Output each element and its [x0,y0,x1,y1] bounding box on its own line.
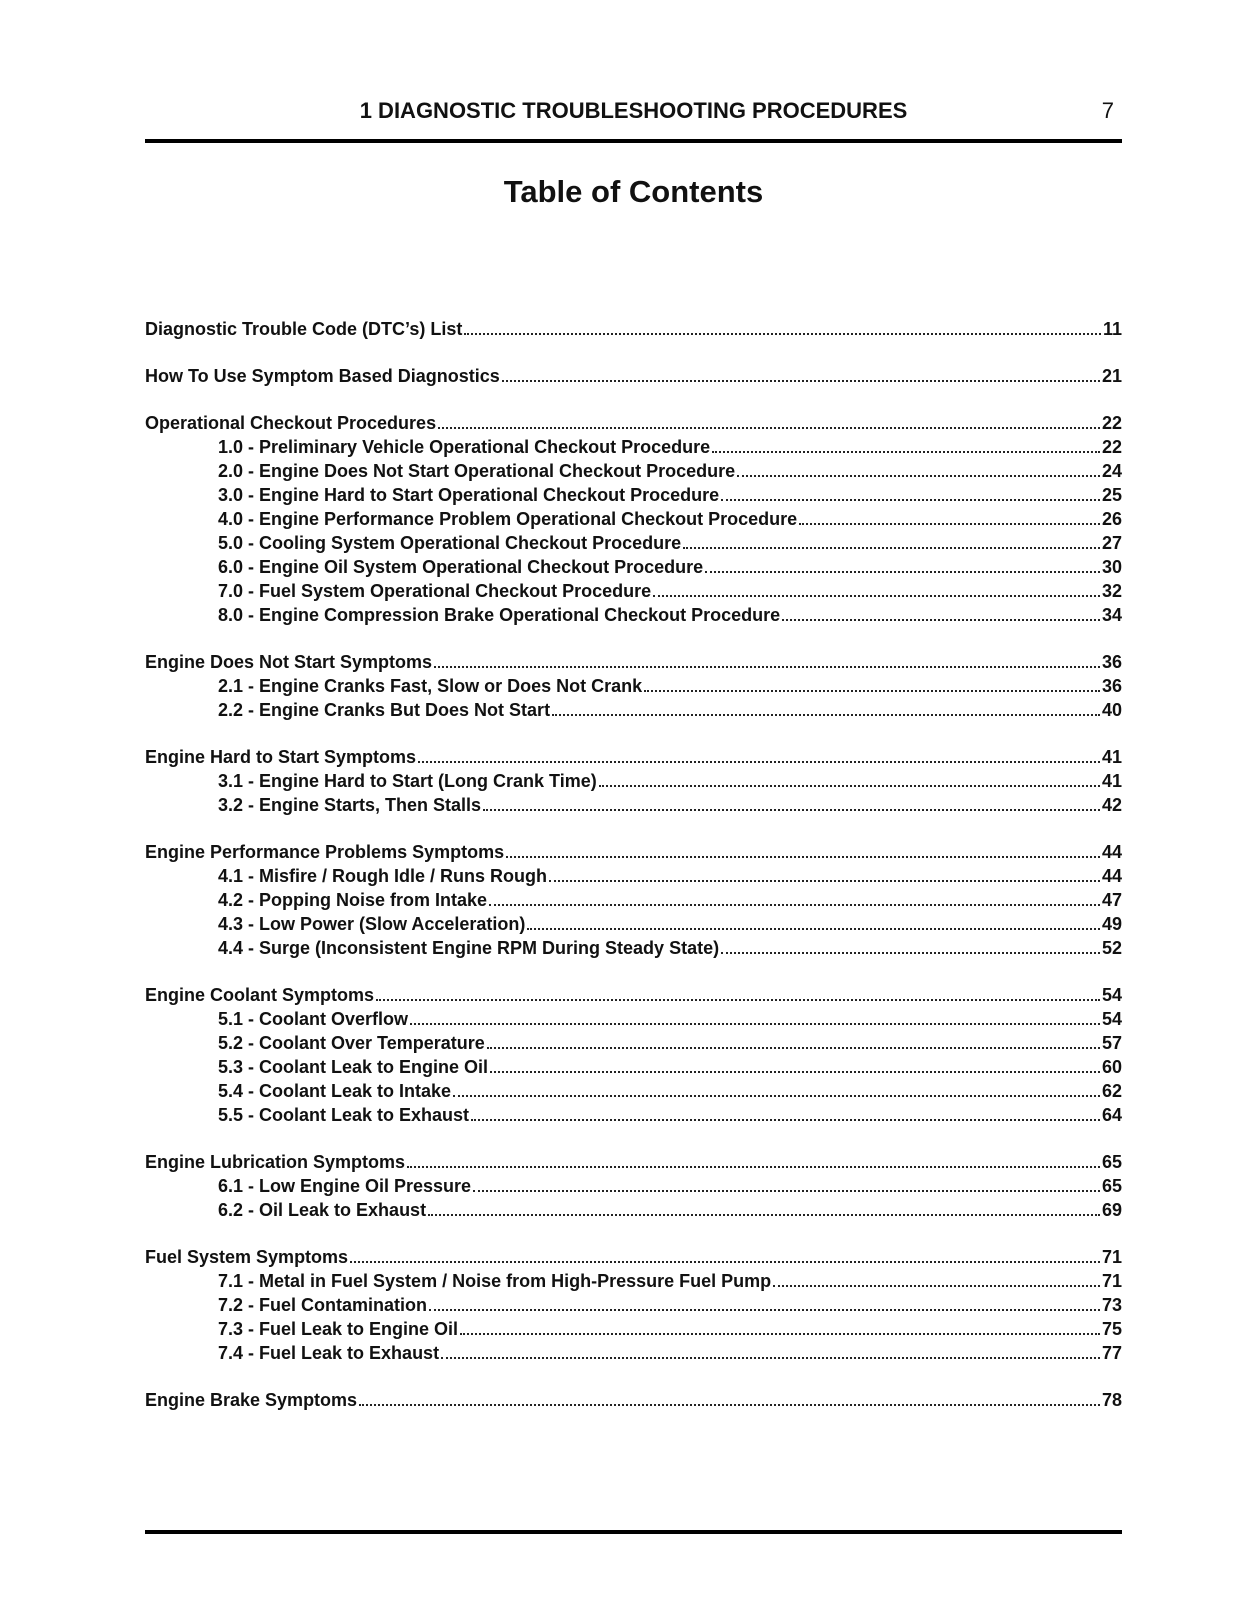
dot-leader [721,499,1100,501]
dot-leader [683,547,1100,549]
toc-subentry[interactable] [145,1269,1122,1293]
toc-entry-title: 2.2 - Engine Cranks But Does Not Start [218,700,551,720]
dot-leader [489,904,1100,906]
toc-entry-title: 2.1 - Engine Cranks Fast, Slow or Does Not Crank [218,676,643,696]
toc-subentry[interactable] [145,603,1122,627]
toc-entry-title: Engine Performance Problems Symptoms [145,842,505,862]
toc-subentry[interactable] [145,936,1122,960]
dot-leader [359,1404,1100,1406]
toc-subentry[interactable] [145,1317,1122,1341]
toc-entry-title: 7.1 - Metal in Fuel System / Noise from High-Pressure Fuel Pump [218,1271,772,1291]
dot-leader [407,1166,1100,1168]
toc-entry-title: 7.0 - Fuel System Operational Checkout Procedure [218,581,652,601]
dot-leader [527,928,1100,930]
toc-entry-page: 22 [1101,413,1122,433]
toc-entry-title: 8.0 - Engine Compression Brake Operational Checkout Procedure [218,605,781,625]
toc-entry-title: Operational Checkout Procedures [145,413,437,433]
toc-entry[interactable] [145,1150,1122,1174]
toc-entry-title: How To Use Symptom Based Diagnostics [145,366,500,386]
toc-entry-title: Engine Brake Symptoms [145,1390,358,1410]
toc-entry[interactable] [145,650,1122,674]
toc-entry-page: 49 [1101,914,1122,934]
dot-leader [644,690,1100,692]
toc-entry[interactable] [145,411,1122,435]
toc-subentry[interactable] [145,1293,1122,1317]
toc-subentry[interactable] [145,1198,1122,1222]
toc-title: Table of Contents [503,174,764,209]
toc-entry[interactable] [145,364,1122,388]
dot-leader [487,1047,1100,1049]
toc-entry-page: 34 [1101,605,1122,625]
dot-leader [460,1333,1100,1335]
toc-subentry[interactable] [145,1007,1122,1031]
toc-group [145,317,1122,341]
toc-subentry[interactable] [145,1079,1122,1103]
dot-leader [441,1357,1100,1359]
toc-entry-title: 5.3 - Coolant Leak to Engine Oil [218,1057,489,1077]
footer-rule [145,1530,1122,1534]
toc-subentry[interactable] [145,1055,1122,1079]
toc-subentry[interactable] [145,483,1122,507]
dot-leader [552,714,1100,716]
toc-entry-page: 54 [1101,1009,1122,1029]
dot-leader [737,475,1100,477]
toc-entry-page: 36 [1101,676,1122,696]
toc-group [145,650,1122,722]
dot-leader [453,1095,1100,1097]
toc-entry-page: 65 [1101,1152,1122,1172]
page-header [145,96,1122,126]
toc-entry-title: 6.0 - Engine Oil System Operational Checkout Procedure [218,557,704,577]
toc-group [145,364,1122,388]
toc-entry-title: 7.4 - Fuel Leak to Exhaust [218,1343,440,1363]
toc-subentry[interactable] [145,507,1122,531]
toc-entry-title: 7.2 - Fuel Contamination [218,1295,428,1315]
toc-entry-page: 75 [1101,1319,1122,1339]
toc-entry-title: 5.4 - Coolant Leak to Intake [218,1081,452,1101]
toc-entry-title: 6.1 - Low Engine Oil Pressure [218,1176,472,1196]
toc-entry-title: 3.2 - Engine Starts, Then Stalls [218,795,482,815]
toc-entry-page: 57 [1101,1033,1122,1053]
toc-entry-title: 4.0 - Engine Performance Problem Operational Checkout Procedure [218,509,798,529]
dot-leader [502,380,1100,382]
dot-leader [438,427,1100,429]
toc-entry[interactable] [145,317,1122,341]
toc-entry-page: 24 [1101,461,1122,481]
toc-entry-title: 5.2 - Coolant Over Temperature [218,1033,485,1053]
toc-entry-page: 47 [1101,890,1122,910]
toc-entry[interactable] [145,983,1122,1007]
toc-subentry[interactable] [145,579,1122,603]
toc-entry-title: Diagnostic Trouble Code (DTC’s) List [145,319,463,339]
toc-subentry[interactable] [145,555,1122,579]
dot-leader [410,1023,1100,1025]
toc-entry[interactable] [145,1388,1122,1412]
toc-group [145,411,1122,627]
dot-leader [712,451,1100,453]
toc-entry-page: 21 [1101,366,1122,386]
toc-subentry[interactable] [145,531,1122,555]
toc-entry-title: Engine Coolant Symptoms [145,985,375,1005]
dot-leader [376,999,1100,1001]
toc-entry-page: 11 [1102,319,1122,339]
toc-entry-page: 30 [1101,557,1122,577]
toc-entry-title: Engine Does Not Start Symptoms [145,652,433,672]
toc-entry-page: 62 [1101,1081,1122,1101]
toc-group [145,983,1122,1127]
toc-entry-title: 4.2 - Popping Noise from Intake [218,890,488,910]
toc-subentry[interactable] [145,459,1122,483]
toc-entry-title: 5.5 - Coolant Leak to Exhaust [218,1105,470,1125]
toc-group [145,1245,1122,1365]
toc-subentry[interactable] [145,793,1122,817]
toc-entry-page: 26 [1101,509,1122,529]
toc-entry[interactable] [145,1245,1122,1269]
toc-entry-page: 22 [1101,437,1122,457]
dot-leader [782,619,1100,621]
toc-entry-title: 3.0 - Engine Hard to Start Operational Checkout Procedure [218,485,720,505]
toc-entry[interactable] [145,745,1122,769]
dot-leader [506,856,1100,858]
dot-leader [473,1190,1100,1192]
dot-leader [434,666,1100,668]
dot-leader [490,1071,1100,1073]
toc-subentry[interactable] [145,1174,1122,1198]
toc-entry-title: Engine Lubrication Symptoms [145,1152,406,1172]
page-number: 7 [1101,98,1114,123]
toc-list [145,317,1122,1435]
toc-group [145,745,1122,817]
toc-entry-page: 71 [1101,1247,1122,1267]
toc-group [145,840,1122,960]
toc-group [145,1388,1122,1412]
toc-entry-page: 25 [1101,485,1122,505]
toc-entry-page: 40 [1101,700,1122,720]
toc-entry-page: 32 [1101,581,1122,601]
toc-group [145,1150,1122,1222]
dot-leader [721,952,1100,954]
toc-entry-title: 5.0 - Cooling System Operational Checkout Procedure [218,533,682,553]
toc-entry-title: Engine Hard to Start Symptoms [145,747,417,767]
dot-leader [418,761,1100,763]
toc-entry-page: 27 [1101,533,1122,553]
toc-entry-page: 36 [1101,652,1122,672]
dot-leader [471,1119,1100,1121]
toc-entry-page: 44 [1101,866,1122,886]
toc-entry-title: 1.0 - Preliminary Vehicle Operational Checkout Procedure [218,437,711,457]
dot-leader [799,523,1100,525]
dot-leader [350,1261,1100,1263]
dot-leader [464,333,1101,335]
toc-subentry[interactable] [145,769,1122,793]
toc-entry-page: 41 [1101,771,1122,791]
toc-subentry[interactable] [145,435,1122,459]
header-rule [145,139,1122,143]
toc-entry-title: 3.1 - Engine Hard to Start (Long Crank Time) [218,771,597,791]
dot-leader [429,1309,1100,1311]
toc-entry-title: 4.4 - Surge (Inconsistent Engine RPM During Steady State) [218,938,720,958]
dot-leader [653,595,1100,597]
toc-entry-page: 42 [1101,795,1122,815]
dot-leader [705,571,1100,573]
toc-subentry[interactable] [145,864,1122,888]
toc-entry-page: 41 [1101,747,1122,767]
toc-entry-page: 54 [1101,985,1122,1005]
toc-entry-title: 4.3 - Low Power (Slow Acceleration) [218,914,526,934]
toc-subentry[interactable] [145,674,1122,698]
dot-leader [599,785,1100,787]
toc-entry-page: 73 [1101,1295,1122,1315]
dot-leader [428,1214,1100,1216]
toc-entry-page: 78 [1101,1390,1122,1410]
dot-leader [773,1285,1100,1287]
toc-entry-page: 65 [1101,1176,1122,1196]
toc-subentry[interactable] [145,912,1122,936]
toc-entry-title: 2.0 - Engine Does Not Start Operational Checkout Procedure [218,461,736,481]
toc-entry-title: 4.1 - Misfire / Rough Idle / Runs Rough [218,866,548,886]
toc-subentry[interactable] [145,1341,1122,1365]
toc-entry-page: 77 [1101,1343,1122,1363]
toc-subentry[interactable] [145,1031,1122,1055]
toc-entry-title: 7.3 - Fuel Leak to Engine Oil [218,1319,459,1339]
toc-entry-title: 5.1 - Coolant Overflow [218,1009,409,1029]
toc-entry-page: 69 [1101,1200,1122,1220]
toc-entry[interactable] [145,840,1122,864]
toc-entry-page: 60 [1101,1057,1122,1077]
toc-entry-page: 71 [1101,1271,1122,1291]
dot-leader [483,809,1100,811]
toc-entry-page: 52 [1101,938,1122,958]
chapter-title: 1 DIAGNOSTIC TROUBLESHOOTING PROCEDURES [359,98,908,123]
toc-entry-title: 6.2 - Oil Leak to Exhaust [218,1200,427,1220]
toc-subentry[interactable] [145,888,1122,912]
toc-entry-page: 64 [1101,1105,1122,1125]
toc-entry-title: Fuel System Symptoms [145,1247,349,1267]
toc-subentry[interactable] [145,1103,1122,1127]
dot-leader [549,880,1100,882]
toc-subentry[interactable] [145,698,1122,722]
toc-entry-page: 44 [1101,842,1122,862]
